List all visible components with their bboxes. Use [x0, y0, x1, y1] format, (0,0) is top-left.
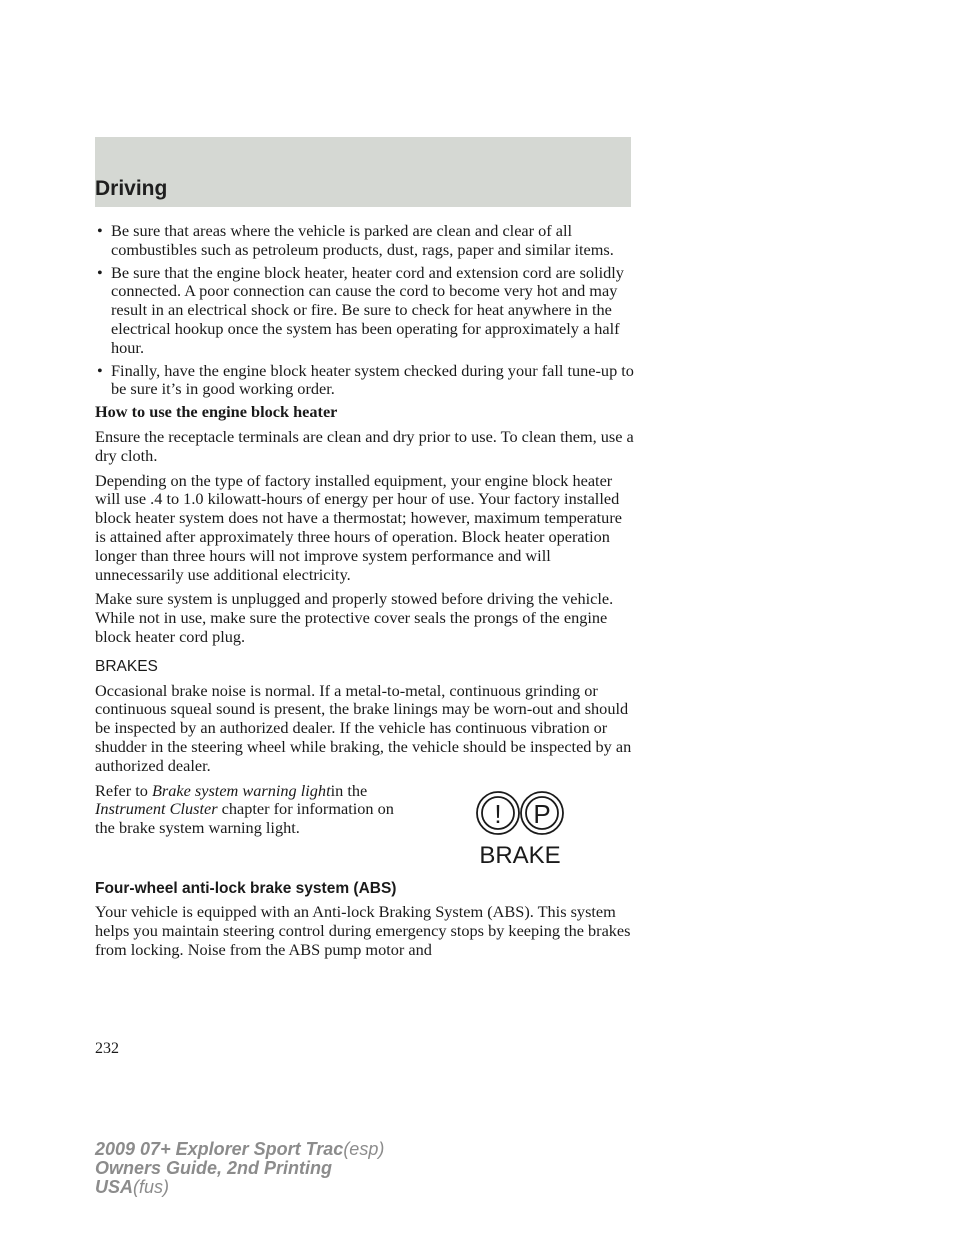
paragraph: Depending on the type of factory installed equipment, your engine block heater will use .4 to 1.0 kilowatt-hours of energy per hour of use. Your factory installed block heater system does not have a thermostat; however, maximum temperature is attained after approximately three hours of operation. Block heater operation longer than three hours will not improve system performance and will unnecessarily use additional electricity. [95, 470, 622, 584]
footer-model-code: (esp) [343, 1139, 385, 1159]
bullet-item: • Finally, have the engine block heater system checked during your fall tune-up to be sure it’s in good working order. [95, 362, 635, 400]
refer-prefix: Refer to [95, 780, 148, 800]
footer-line-2 [95, 1159, 384, 1178]
bullet-item: • Be sure that areas where the vehicle is parked are clean and clear of all combustibles such as petroleum products, dust, rags, paper and similar items. [95, 222, 635, 260]
section-header-band [95, 137, 631, 207]
bullet-item: • Be sure that the engine block heater, heater cord and extension cord are solidly connected. A poor connection can cause the cord to become very hot and may result in an electrical shock or fire. Be sure to check for heat anywhere in the electrical hookup once the system has been operating for approximately a half hour. [95, 264, 635, 358]
refer-text [95, 782, 395, 838]
paragraph: Ensure the receptacle terminals are clean and dry prior to use. To clean them, use a dry cloth. [95, 426, 634, 465]
refer-mid: in the [330, 780, 368, 800]
footer [95, 1140, 384, 1197]
footer-model: 2009 07+ Explorer Sport Trac [95, 1139, 344, 1159]
section-title: Driving [95, 177, 168, 200]
footer-line-1 [95, 1140, 384, 1159]
abs-heading: Four-wheel anti-lock brake system (ABS) [95, 879, 397, 897]
paragraph: Your vehicle is equipped with an Anti-lock Braking System (ABS). This system helps you maintain steering control during emergency stops by keeping the brakes from locking. Noise from the ABS pump motor and [95, 902, 631, 959]
brake-icon-exclaim: ! [494, 798, 502, 829]
refer-suffix: chapter for information on the brake system warning light. [95, 799, 394, 838]
page-content [95, 222, 635, 966]
brake-warning-icon [467, 788, 567, 868]
footer-line-3 [95, 1178, 384, 1197]
brake-icon-label: BRAKE [479, 841, 561, 868]
footer-region-code: (fus) [133, 1177, 170, 1197]
footer-printing: Owners Guide, 2nd Printing [95, 1158, 333, 1178]
brake-icon-p: P [533, 798, 551, 829]
refer-link-brake-light: Brake system warning light [151, 780, 331, 800]
refer-block [95, 782, 635, 866]
page-number: 232 [95, 1040, 119, 1057]
refer-link-instrument-cluster: Instrument Cluster [95, 799, 218, 819]
brakes-heading: BRAKES [95, 657, 158, 675]
footer-region: USA [95, 1177, 134, 1197]
paragraph: Occasional brake noise is normal. If a metal-to-metal, continuous grinding or continuous squeal sound is present, the brake linings may be worn-out and should be inspected by an authorized dealer. If the vehicle has continuous vibration or shudder in the steering wheel while braking, the vehicle should be inspected by an authorized dealer. [95, 680, 632, 775]
paragraph: Make sure system is unplugged and properly stowed before driving the vehicle. While not in use, make sure the protective cover seals the prongs of the engine block heater cord plug. [95, 589, 614, 646]
how-to-heading: How to use the engine block heater [95, 402, 338, 422]
